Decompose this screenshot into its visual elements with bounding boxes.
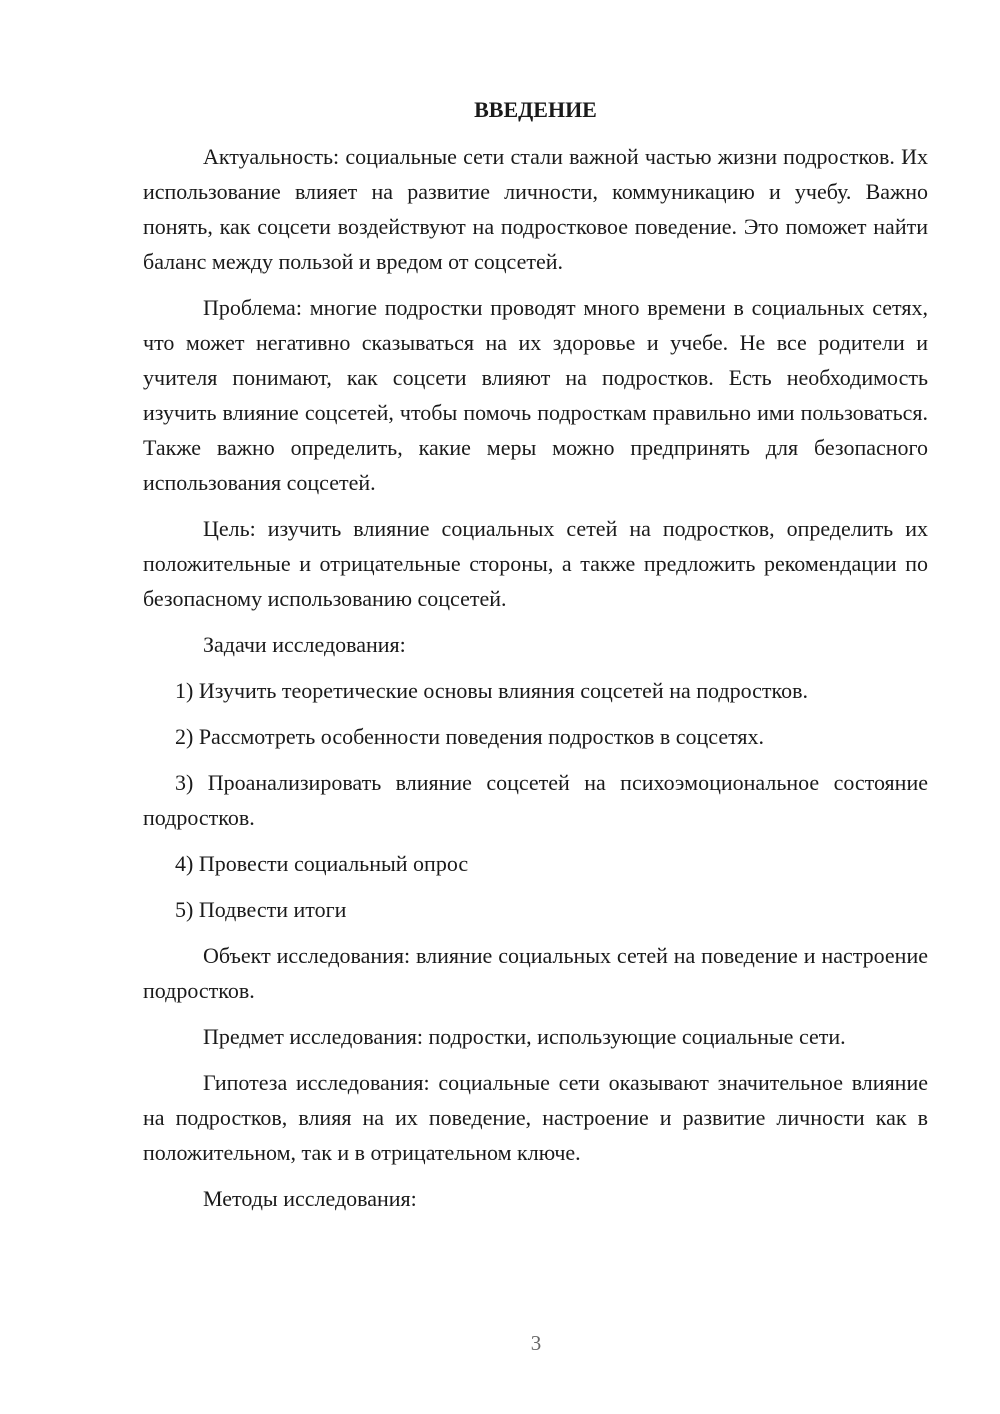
task-item: 1) Изучить теоретические основы влияния соцсетей на подростков.: [175, 678, 808, 703]
paragraph-hypothesis: Гипотеза исследования: социальные сети оказывают значительное влияние на подростков, влияя на их поведение, настроение и развитие личности как в положительном, так и в отрицательном ключе.: [143, 1070, 928, 1165]
paragraph-object: Объект исследования: влияние социальных сетей на поведение и настроение подростков.: [143, 943, 928, 1003]
task-item: 3) Проанализировать влияние соцсетей на психоэмоциональное состояние подростков.: [143, 770, 928, 830]
paragraph-problem: Проблема: многие подростки проводят много времени в социальных сетях, что может негативно сказываться на их здоровье и учебе. Не все родители и учителя понимают, как соцсети влияют на подростков. Есть необходимость изучить влияние соцсетей, чтобы помочь подросткам правильно ими пользоваться. Также важно определить, какие меры можно предпринять для безопасного использования соцсетей.: [143, 295, 928, 495]
task-item: 4) Провести социальный опрос: [175, 851, 469, 876]
paragraph-relevance: Актуальность: социальные сети стали важной частью жизни подростков. Их использование влияет на развитие личности, коммуникацию и учебу. Важно понять, как соцсети воздействуют на подростковое поведение. Это поможет найти баланс между пользой и вредом от соцсетей.: [143, 144, 928, 274]
section-title: ВВЕДЕНИЕ: [474, 97, 597, 122]
document-page: [143, 92, 928, 1227]
paragraph-subject: Предмет исследования: подростки, использующие социальные сети.: [203, 1024, 846, 1049]
paragraph-goal: Цель: изучить влияние социальных сетей на подростков, определить их положительные и отрицательные стороны, а также предложить рекомендации по безопасному использованию соцсетей.: [143, 516, 928, 611]
paragraph-tasks-heading: Задачи исследования:: [203, 632, 406, 657]
paragraph-methods: Методы исследования:: [203, 1186, 417, 1211]
task-item: 2) Рассмотреть особенности поведения подростков в соцсетях.: [175, 724, 765, 749]
task-item: 5) Подвести итоги: [175, 897, 347, 922]
page-number: 3: [530, 1331, 542, 1355]
